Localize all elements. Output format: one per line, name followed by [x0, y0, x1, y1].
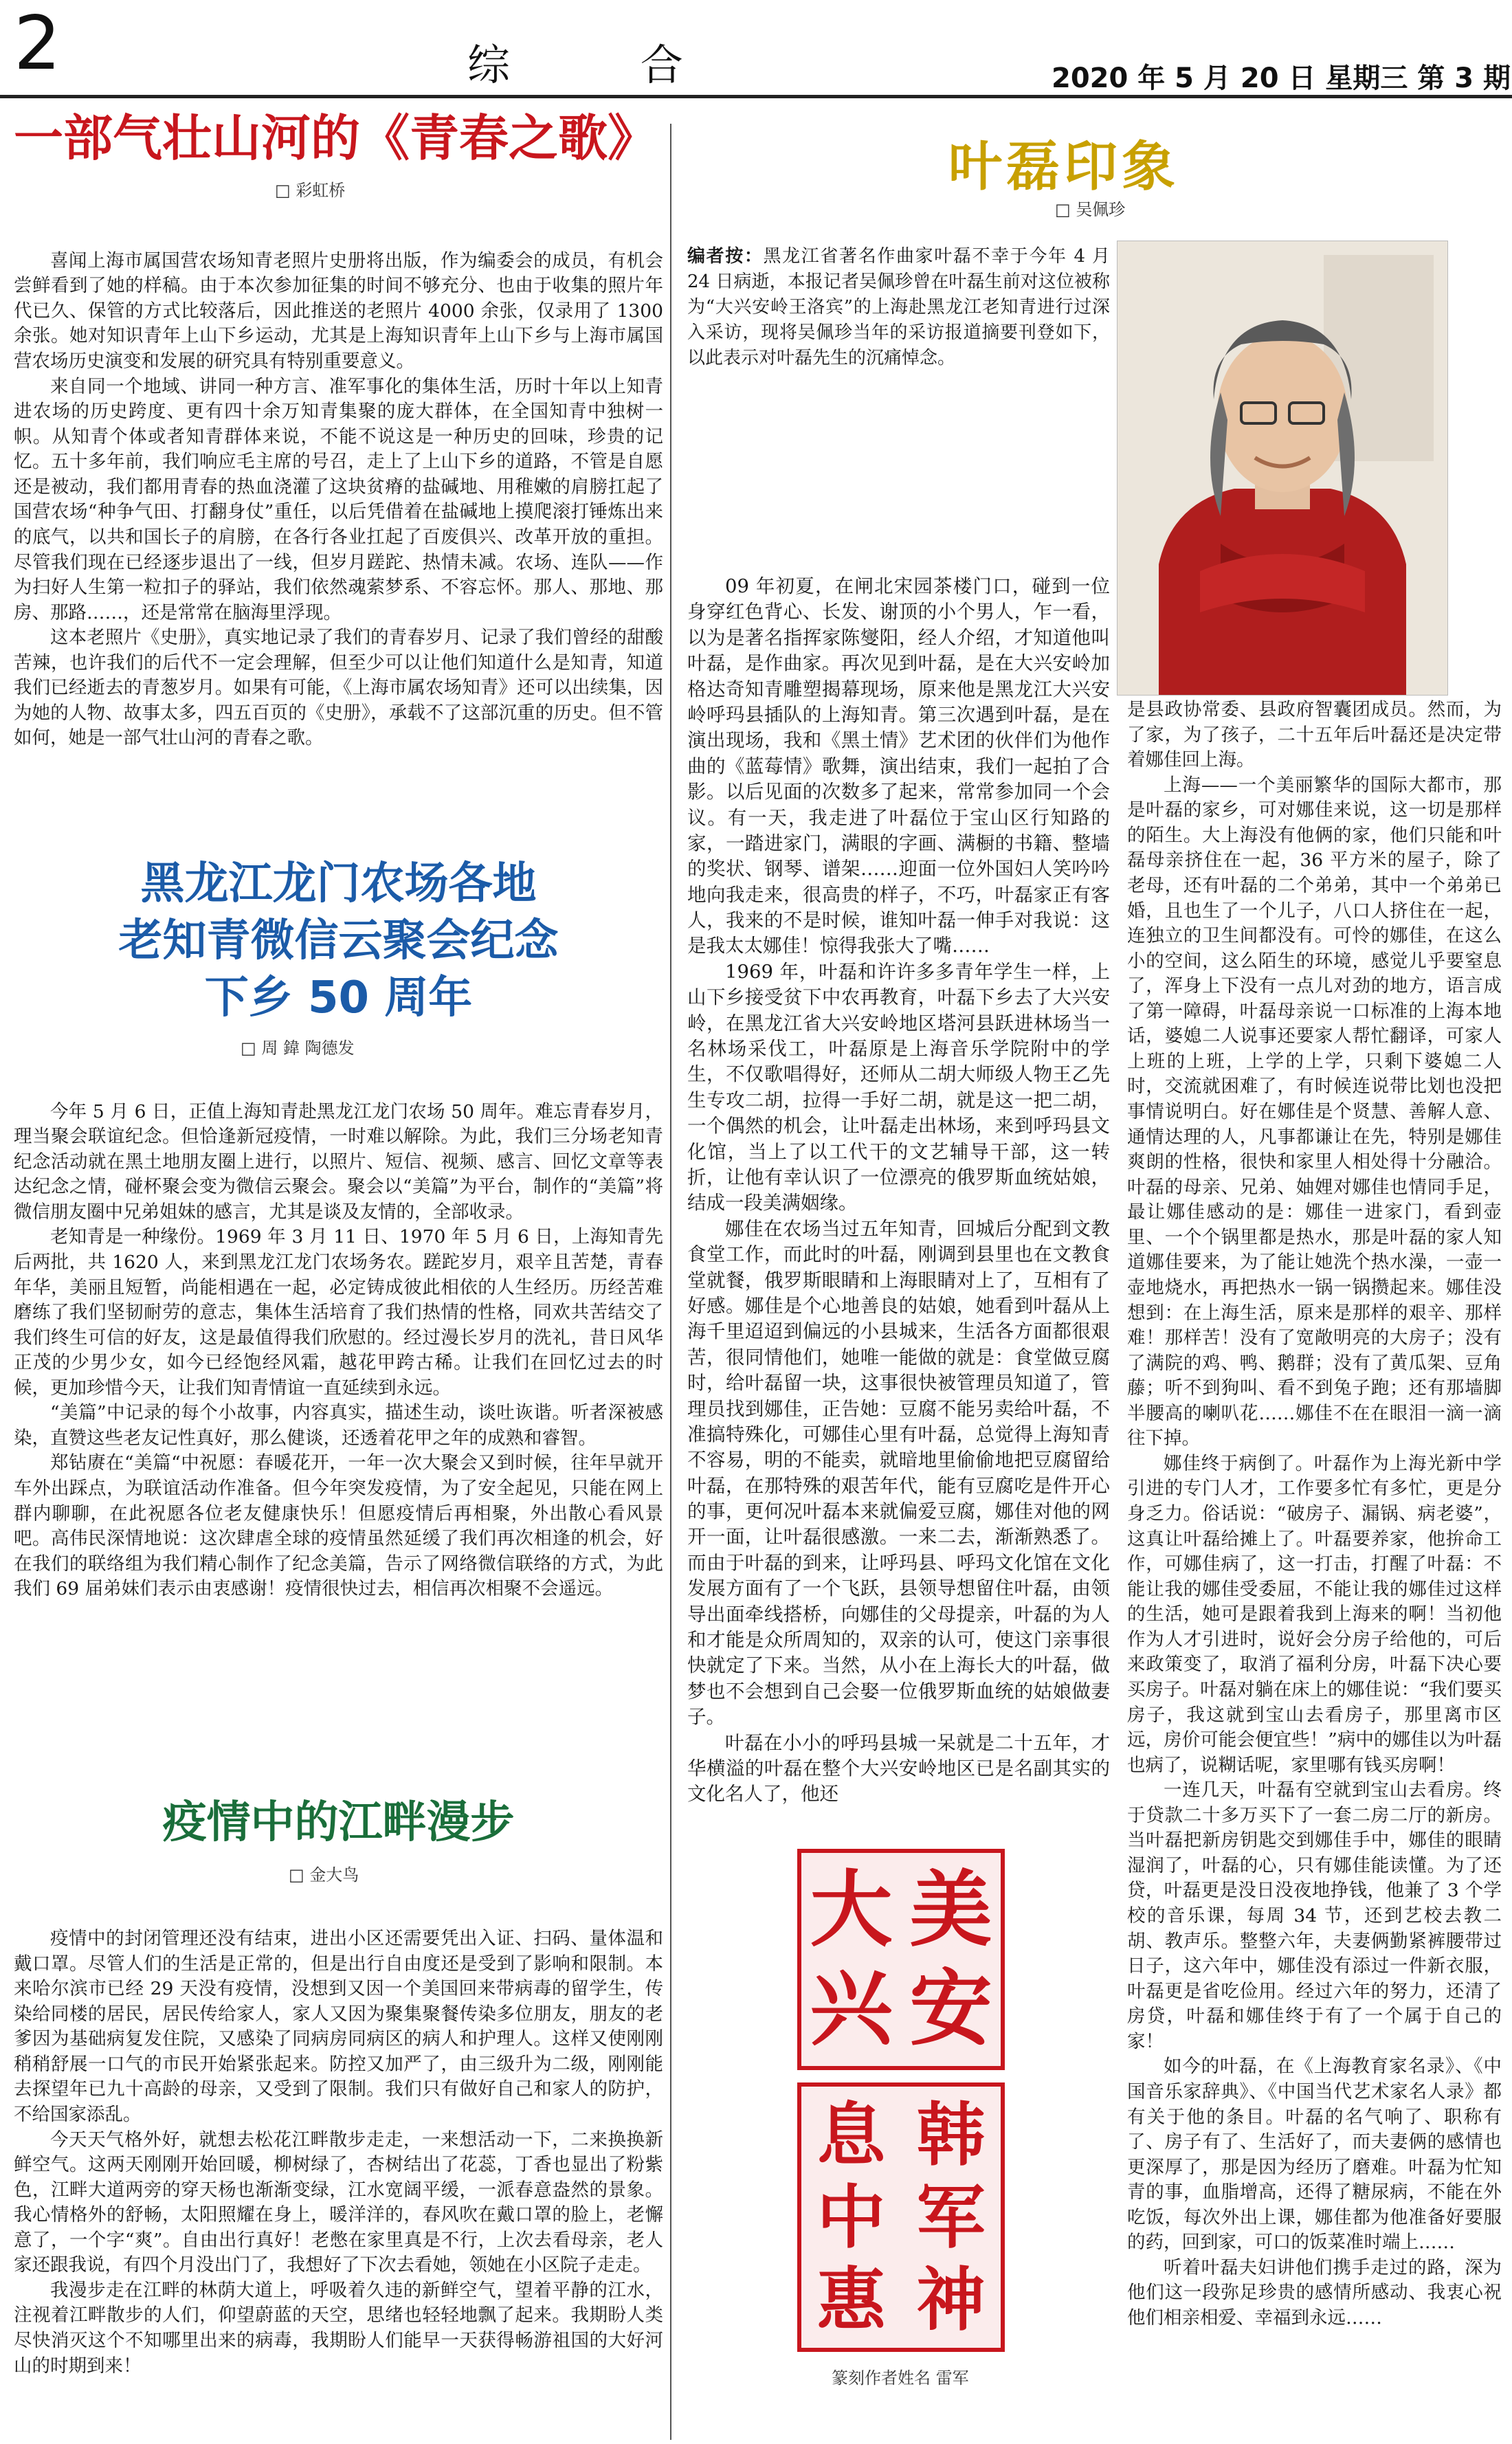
masthead-rule	[0, 95, 1512, 98]
paragraph: 娜佳在农场当过五年知青，回城后分配到文教食堂工作，而此时的叶磊，刚调到县里也在文教食堂就餐，俄罗斯眼睛和上海眼睛对上了，互相有了好感。娜佳是个心地善良的姑娘，她看到叶磊从上海千里迢迢到偏远的小县城来，生活各方面都很艰苦，很同情他们，她唯一能做的就是：食堂做豆腐时，给叶磊留一块，这事很快被管理员知道了，管理员找到娜佳，正告她：豆腐不能另卖给叶磊，不准搞特殊化，可娜佳心里有叶磊，总觉得上海知青不容易，明的不能卖，就暗地里偷偷地把豆腐留给叶磊，在那特殊的艰苦年代，能有豆腐吃是件开心的事，更何况叶磊本来就偏爱豆腐，娜佳对他的网开一面，让叶磊很感激。一来二去，渐渐熟悉了。而由于叶磊的到来，让呼玛县、呼玛文化馆在文化发展方面有了一个飞跃，县领导想留住叶磊，由领导出面牵线搭桥，向娜佳的父母提亲，叶磊的为人和才能是众所周知的，双亲的认可，使这门亲事很快就定了下来。当然，从小在上海长大的叶磊，做梦也不会想到自己会娶一位俄罗斯血统的姑娘做妻子。	[687, 1217, 1110, 1729]
seal-char: 息	[816, 2094, 886, 2175]
paragraph: 我漫步走在江畔的林荫大道上，呼吸着久违的新鲜空气，望着平静的江水，注视着江畔散步的人们，仰望蔚蓝的天空，思绪也轻轻地飘了起来。我期盼人类尽快消灭这个不知哪里出来的病毒，我期盼人们能早一天获得畅游祖国的大好河山的时期到来！	[14, 2279, 663, 2377]
article-body	[14, 249, 663, 751]
dateline: 2020 年 5 月 20 日 星期三 第 3 期	[1052, 63, 1511, 94]
article-jiangpan	[14, 1787, 663, 2379]
seal-char: 美	[909, 1861, 992, 1958]
seal-char: 惠	[816, 2259, 886, 2340]
seal-char: 中	[816, 2177, 886, 2258]
paragraph: 听着叶磊夫妇讲他们携手走过的路，深为他们这一段弥足珍贵的感情所感动、我衷心祝他们相亲相爱、幸福到永远……	[1127, 2256, 1502, 2329]
section-name: 综 合	[467, 40, 742, 90]
seal-char: 韩	[916, 2094, 986, 2175]
paragraph: 郑钻赓在“美篇“中祝愿：春暖花开，一年一次大聚会又到时候，往年早就开车外出踩点，为联谊活动作准备。但今年突发疫情，为了安全起见，只能在网上群内聊聊，在此祝愿各位老友健康快乐！但愿疫情后再相聚，外出散心看风景吧。高伟民深情地说：这次肆虐全球的疫情虽然延缓了我们再次相逢的机会，好在我们的联络组为我们精心制作了纪念美篇，告示了网络微信联络的方式，为此我们 69 届弟妹们表示由衷感谢！疫情很快过去，相信再次相聚不会遥远。	[14, 1452, 663, 1600]
editor-note-text: 黑龙江省著名作曲家叶磊不幸于今年 4 月 24 日病逝，本报记者吴佩珍曾在叶磊生前对这位被称为“大兴安岭王洛宾”的上海赴黑龙江老知青进行过深入采访，现将吴佩珍当年的采访报道摘要刊登如下，以此表示对叶磊先生的沉痛悼念。	[687, 246, 1110, 368]
paragraph: 这本老照片《史册》，真实地记录了我们的青春岁月、记录了我们曾经的甜酸苦辣，也许我们的后代不一定会理解，但至少可以让他们知道什么是知青，知道我们已经逝去的青葱岁月。如果有可能，《上海市属农场知青》还可以出续集，因为她的人物、故事太多，四五百页的《史册》，承载不了这部沉重的历史。但不管如何，她是一部气壮山河的青春之歌。	[14, 627, 663, 749]
paragraph: 是县政协常委、县政府智囊团成员。然而，为了家，为了孩子，二十五年后叶磊还是决定带着娜佳回上海。	[1127, 699, 1502, 771]
seal-carving-2	[797, 2082, 1005, 2352]
article-title: 叶磊印象	[948, 136, 1180, 198]
seal-char: 神	[916, 2259, 986, 2340]
article-body	[14, 1100, 663, 1602]
paragraph: 娜佳终于病倒了。叶磊作为上海光新中学引进的专门人才，工作要多忙有多忙，更是分身乏力。俗话说：“破房子、漏锅、病老婆”，这真让叶磊给摊上了。叶磊要养家，他拚命工作，可娜佳病了，这一打击，打醒了叶磊：不能让我的娜佳受委屈，不能让我的娜佳过这样的生活，她可是跟着我到上海来的啊！当初他作为人才引进时，说好会分房子给他的，可后来政策变了，取消了福利分房，叶磊下决心要买房子。叶磊对躺在床上的娜佳说：“我们要买房子，我这就到宝山去看房子，那里离市区远，房价可能会便宜些！”病中的娜佳以为叶磊也病了，说糊话呢，家里哪有钱买房啊！	[1127, 1452, 1502, 1776]
paragraph: 喜闻上海市属国营农场知青老照片史册将出版，作为编委会的成员，有机会尝鲜看到了她的样稿。由于本次参加征集的时间不够充分、也由于收集的照片年代已久、保管的方式比较落后，因此推送的老照片 4000 余张，仅录用了 1300 余张。她对知识青年上山下乡运动，尤其是上海知识青年上山下乡与上海市属国营农场历史演变和发展的研究具有特别重要意义。	[14, 249, 663, 373]
masthead	[0, 0, 1512, 103]
paragraph: 如今的叶磊，在《上海教育家名录》、《中国音乐家辞典》、《中国当代艺术家名人录》都有关于他的条目。叶磊的名气响了、职称有了、房子有了、生活好了，而夫妻俩的感情也更深厚了，那是因为经历了磨难。叶磊为忙知青的事，血脂增高，还得了糖尿病，不能在外吃饭，每次外出上课，娜佳都为他准备好要服的药，回到家，可口的饭菜准时端上……	[1127, 2056, 1502, 2254]
paragraph: 1969 年，叶磊和许许多多青年学生一样，上山下乡接受贫下中农再教育，叶磊下乡去了大兴安岭，在黑龙江省大兴安岭地区塔河县跃进林场当一名林场采伐工，叶磊原是上海音乐学院附中的学生，不仅歌唱得好，还师从二胡大师级人物王乙先生专攻二胡，拉得一手好二胡，就是这一把二胡，一个偶然的机会，让叶磊走出林场，来到呼玛县文化馆，当上了以工代干的文艺辅导干部，这一转折，让他有幸认识了一位漂亮的俄罗斯血统姑娘，结成一段美满姻缘。	[687, 960, 1110, 1214]
seal-caption: 篆刻作者姓名 雷军	[832, 2368, 969, 2388]
portrait-photo-icon	[1118, 241, 1447, 695]
article-byline: □ 周 鍏 陶德发	[241, 1034, 663, 1058]
article-byline: □ 吴佩珍	[1055, 196, 1125, 220]
column-divider	[670, 124, 671, 2440]
paragraph: 今年 5 月 6 日，正值上海知青赴黑龙江龙门农场 50 周年。难忘青春岁月，理当聚会联谊纪念。但恰逢新冠疫情，一时难以解除。为此，我们三分场老知青纪念活动就在黑土地朋友圈上进行，以照片、短信、视频、感言、回忆文章等表达纪念之情，碰杯聚会变为微信云聚会。聚会以“美篇”为平台，制作的“美篇”将微信朋友圈中兄弟姐妹的感言，尤其是谈及友情的，全部收录。	[14, 1100, 663, 1223]
title-line: 黑龙江龙门农场各地	[140, 858, 537, 909]
article-body-col2	[1127, 698, 1502, 2331]
article-qingchun	[14, 110, 663, 751]
paragraph: 上海——一个美丽繁华的国际大都市，那是叶磊的家乡，可对娜佳来说，这一切是那样的陌生。大上海没有他俩的家，他们只能和叶磊母亲挤住在一起，36 平方米的屋子，除了老母，还有叶磊的二个弟弟，其中一个弟弟已婚，且也生了一个儿子，八口人挤住在一起，连独立的卫生间都没有。可怜的娜佳，在这么小的空间，这么陌生的环境，感觉儿乎要窒息了，浑身上下没有一点儿对劲的地方，语言成了第一障碍，叶磊母亲说一口标准的上海本地话，婆媳二人说事还要家人帮忙翻译，可家人上班的上班，上学的上学，只剩下婆媳二人时，交流就困难了，有时候连说带比划也没把事情说明白。好在娜佳是个贤慧、善解人意、通情达理的人，凡事都谦让在先，特别是娜佳爽朗的性格，很快和家里人相处得十分融洽。叶磊的母亲、兄弟、妯娌对娜佳也情同手足，最让娜佳感动的是：娜佳一进家门，看到壶里、一个个锅里都是热水，那是叶磊的家人知道娜佳要来，为了能让她洗个热水澡，一壶一壶地烧水，再把热水一锅一锅攒起来。娜佳没想到：在上海生活，原来是那样的艰辛、那样难！那样苦！没有了宽敞明亮的大房子；没有了满院的鸡、鸭、鹅群；没有了黄瓜架、豆角藤；听不到狗叫、看不到兔子跑；还有那墙脚半腰高的喇叭花……娜佳不在在眼泪一滴一滴往下掉。	[1127, 774, 1502, 1449]
paragraph: 一连几天，叶磊有空就到宝山去看房。终于贷款二十多万买下了一套二房二厅的新房。当叶磊把新房钥匙交到娜佳手中，娜佳的眼睛湿润了，叶磊的心，只有娜佳能读懂。为了还贷，叶磊更是没日没夜地挣钱，他兼了 3 个学校的音乐课，每周 34 节，还到艺校去教二胡、教声乐。整整六年，夫妻俩勤紧裤腰带过日子，这六年中，娜佳没有添过一件新衣服，叶磊更是省吃俭用。经过六年的努力，还清了房贷，叶磊和娜佳终于有了一个属于自己的家！	[1127, 1779, 1502, 2052]
paragraph: 来自同一个地域、讲同一种方言、准军事化的集体生活，历时十年以上知青进农场的历史跨度、更有四十余万知青集聚的庞大群体，在全国知青中独树一帜。从知青个体或者知青群体来说，不能不说这是一种历史的回味，珍贵的记忆。五十多年前，我们响应毛主席的号召，走上了上山下乡的道路，不管是自愿还是被动，我们都用青春的热血浇灌了这块贫瘠的盐碱地、用稚嫩的肩膀扛起了国营农场“种争气田、打翻身仗”重任，以后凭借着在盐碱地上摸爬滚打锤炼出来的底气，以共和国长子的肩膀，在各行各业扛起了百废俱兴、改革开放的重担。尽管我们现在已经逐步退出了一线，但岁月蹉跎、热情未减。农场、连队——作为扫好人生第一粒扣子的驿站，我们依然魂萦梦系、不容忘怀。那人、那地、那房、那路……，还是常常在脑海里浮现。	[14, 375, 663, 623]
seal-carving-1	[797, 1849, 1005, 2070]
paragraph: 疫情中的封闭管理还没有结束，进出小区还需要凭出入证、扫码、量体温和戴口罩。尽管人们的生活是正常的，但是出行自由度还是受到了影响和限制。本来哈尔滨市已经 29 天没有疫情，没想到又因一个美国回来带病毒的留学生，传染给同楼的居民，居民传给家人，家人又因为聚集聚餐传染多位朋友，朋友的老爹因为基础病复发住院，又感染了同病房同病区的病人和护理人。这样又使刚刚稍稍舒展一口气的市民开始紧张起来。防控又加严了，由三级升为二级，刚刚能去探望年已九十高龄的母亲，又受到了限制。我们只有做好自己和家人的防护，不给国家添乱。	[14, 1928, 663, 2125]
article-body-col1	[687, 574, 1110, 1808]
article-byline: □ 金大鸟	[289, 1861, 663, 1885]
title-line: 老知青微信云聚会纪念	[118, 915, 559, 967]
paragraph: 09 年初夏，在闸北宋园茶楼门口，碰到一位身穿红色背心、长发、谢顶的小个男人，乍一看，以为是著名指挥家陈燮阳，经人介绍，才知道他叫叶磊，是作曲家。再次见到叶磊，是在大兴安岭加格达奇知青雕塑揭幕现场，原来他是黑龙江大兴安岭呼玛县插队的上海知青。第三次遇到叶磊，是在演出现场，我和《黑土情》艺术团的伙伴们为他作曲的《蓝莓情》歌舞，演出结束，我们一起拍了合影。以后见面的次数多了起来，常常参加同一个会议。有一天，我走进了叶磊位于宝山区行知路的家，一踏进家门，满眼的字画、满橱的书籍、整墙的奖状、钢琴、谱架……迎面一位外国妇人笑吟吟地向我走来，很高贵的样子，不巧，叶磊家正有客人，我来的不是时候，谁知叶磊一伸手对我说：这是我太太娜佳！惊得我张大了嘴……	[687, 575, 1110, 957]
article-title	[14, 856, 663, 1027]
editor-note	[687, 244, 1110, 371]
page-number: 2	[14, 1, 61, 87]
seal-char: 安	[909, 1960, 992, 2057]
portrait-photo	[1117, 241, 1448, 696]
title-line: 下乡 50 周年	[204, 973, 473, 1024]
article-longmen	[14, 856, 663, 1602]
paragraph: 老知青是一种缘份。1969 年 3 月 11 日、1970 年 5 月 6 日，上海知青先后两批，共 1620 人，来到黑龙江龙门农场务农。蹉跎岁月，艰辛且苦楚，青春年华，美丽且短暂，尚能相遇在一起，必定铸成彼此相依的人生经历。历经苦难磨练了我们坚韧耐劳的意志，集体生活培育了我们热情的性格，同欢共苦结交了我们终生可信的好友，这是最值得我们欣慰的。经过漫长岁月的洗礼，昔日风华正茂的少男少女，如今已经饱经风霜，越花甲跨古稀。让我们在回忆过去的时候，更加珍惜今天，让我们知青情谊一直延续到永远。	[14, 1226, 663, 1399]
article-title: 一部气壮山河的《青春之歌》	[14, 109, 658, 167]
seal-char: 大	[810, 1861, 893, 1958]
paragraph: 叶磊在小小的呼玛县城一呆就是二十五年，才华横溢的叶磊在整个大兴安岭地区已是名副其实的文化名人了，他还	[687, 1731, 1110, 1806]
editor-note-label: 编者按：	[687, 246, 764, 267]
paragraph: 今天天气格外好，就想去松花江畔散步走走，一来想活动一下，二来换换新鲜空气。这两天刚刚开始回暖，柳树绿了，杏树结出了花蕊，丁香也显出了粉紫色，江畔大道两旁的穿天杨也渐渐变绿，江水宽阔平缓，一派春意盎然的景象。我心情格外的舒畅，太阳照耀在身上，暖洋洋的，春风吹在戴口罩的脸上，老懈意了，一个字“爽”。自由出行真好！老憋在家里真是不行，上次去看母亲，老人家还跟我说，有四个月没出门了，我想好了下次去看她，领她在小区院子走走。	[14, 2129, 663, 2276]
seal-char: 兴	[810, 1960, 893, 2057]
article-byline: □ 彩虹桥	[275, 177, 663, 201]
article-body	[14, 1926, 663, 2379]
paragraph: “美篇”中记录的每个小故事，内容真实，描述生动，谈吐诙谐。听者深被感染，直赞这些老友记性真好，那么健谈，还透着花甲之年的成熟和睿智。	[14, 1402, 663, 1449]
article-title: 疫情中的江畔漫步	[162, 1797, 515, 1848]
seal-char: 军	[916, 2177, 986, 2258]
